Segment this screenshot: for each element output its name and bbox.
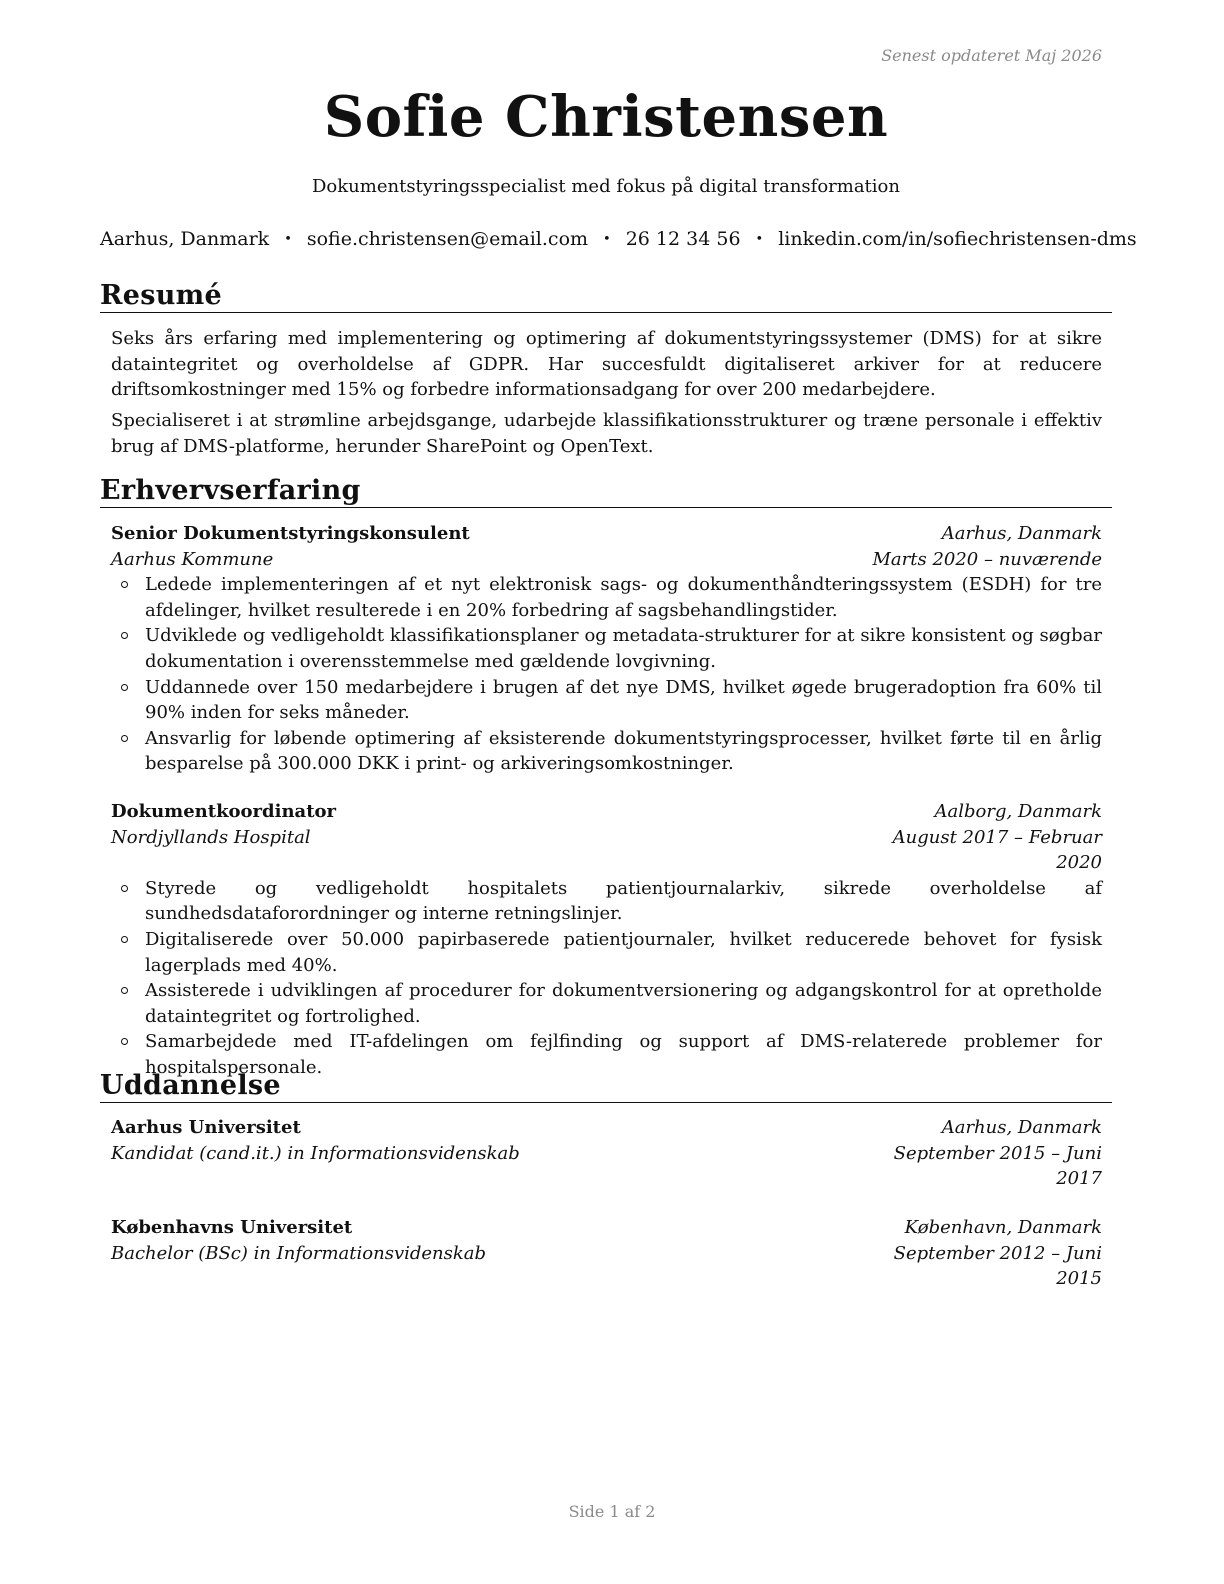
school-location: Aarhus, Danmark xyxy=(941,1117,1102,1138)
contact-line xyxy=(100,228,1137,250)
section-title-education: Uddannelse xyxy=(100,1070,1112,1103)
bullet-circle-icon xyxy=(121,987,128,994)
education-entry xyxy=(111,1215,1102,1292)
summary-paragraph: Seks års erfaring med implementering og optimering af dokumentstyringssystemer (DMS) for at sikre dataintegritet og overholdelse af GDPR. Har succesfuldt digitaliseret arkiver for at reducere driftsomkostninger med 15% og forbedre informationsadgang for over 200 medarbejdere. xyxy=(111,328,1102,401)
bullet-text: Udviklede og vedligeholdt klassifikationsplaner og metadata-strukturer for at sikre konsistent og søgbar dokumentation i overensstemmelse med gældende lovgivning. xyxy=(145,625,1102,672)
job-organization: Aarhus Kommune xyxy=(111,548,274,570)
list-item xyxy=(111,876,1102,927)
contact-email[interactable]: sofie.christensen@email.com xyxy=(306,228,589,250)
job-bullets xyxy=(111,572,1102,777)
list-item xyxy=(111,927,1102,978)
contact-phone: 26 12 34 56 xyxy=(625,228,741,250)
bullet-text: Uddannede over 150 medarbejdere i brugen af det nye DMS, hvilket øgede brugeradoption fra 60% til 90% inden for seks måneder. xyxy=(145,676,1102,724)
list-item xyxy=(111,726,1102,777)
education-dates: September 2015 – Juni 2017 xyxy=(893,1142,1102,1190)
bullet-circle-icon xyxy=(121,1038,128,1045)
list-item xyxy=(111,572,1102,623)
summary-paragraph: Specialiseret i at strømline arbejdsgange, udarbejde klassifikationsstrukturer og træne personale i effektiv brug af DMS-platforme, herunder SharePoint og OpenText. xyxy=(111,410,1102,457)
bullet-circle-icon xyxy=(121,581,128,588)
bullet-text: Assisterede i udviklingen af procedurer for dokumentversionering og adgangskontrol for at opretholde dataintegritet og fortrolighed. xyxy=(145,980,1102,1027)
job-location: Aarhus, Danmark xyxy=(941,523,1102,544)
degree: Kandidat (cand.it.) in Informationsvidenskab xyxy=(111,1142,520,1164)
bullet-circle-icon xyxy=(121,735,128,742)
school-name: Københavns Universitet xyxy=(111,1217,353,1238)
separator-dot: • xyxy=(284,232,292,247)
job-dates: August 2017 – Februar 2020 xyxy=(892,826,1102,874)
list-item xyxy=(111,675,1102,726)
bullet-text: Ansvarlig for løbende optimering af eksisterende dokumentstyringsprocesser, hvilket førte til en årlig besparelse på 300.000 DKK i print- og arkiveringsomkostninger. xyxy=(145,727,1102,775)
section-title-summary: Resumé xyxy=(100,280,1112,313)
job-entry xyxy=(111,521,1102,777)
separator-dot: • xyxy=(603,232,611,247)
bullet-circle-icon xyxy=(121,684,128,691)
page-number: Side 1 af 2 xyxy=(568,1502,656,1521)
bullet-circle-icon xyxy=(121,936,128,943)
list-item xyxy=(111,978,1102,1029)
bullet-circle-icon xyxy=(121,885,128,892)
education-entry xyxy=(111,1115,1102,1192)
school-name: Aarhus Universitet xyxy=(111,1117,301,1138)
job-location: Aalborg, Danmark xyxy=(934,801,1102,822)
school-location: København, Danmark xyxy=(904,1217,1102,1238)
bullet-text: Ledede implementeringen af et nyt elektronisk sags- og dokumenthåndteringssystem (ESDH) for tre afdelinger, hvilket resulterede i en 20% forbedring af sagsbehandlingstider. xyxy=(145,574,1102,621)
candidate-name: Sofie Christensen xyxy=(323,84,889,150)
degree: Bachelor (BSc) in Informationsvidenskab xyxy=(111,1242,487,1264)
job-entry xyxy=(111,799,1102,1081)
bullet-text: Styrede og vedligeholdt hospitalets patientjournalarkiv, sikrede overholdelse af sundhedsdataforordninger og interne retningslinjer. xyxy=(145,877,1102,925)
last-updated-note: Senest opdateret Maj 2026 xyxy=(881,46,1102,65)
separator-dot: • xyxy=(755,232,764,247)
section-title-experience: Erhvervserfaring xyxy=(100,475,1112,508)
tagline: Dokumentstyringsspecialist med fokus på digital transformation xyxy=(312,176,900,197)
job-role: Dokumentkoordinator xyxy=(111,801,337,822)
job-bullets xyxy=(111,876,1102,1081)
contact-location: Aarhus, Danmark xyxy=(100,228,270,250)
bullet-text: Digitaliserede over 50.000 papirbaserede patientjournaler, hvilket reducerede behovet for fysisk lagerplads med 40%. xyxy=(145,928,1102,976)
bullet-text: Samarbejdede med IT-afdelingen om fejlfinding og support af DMS-relaterede problemer for hospitalspersonale. xyxy=(145,1031,1102,1078)
job-organization: Nordjyllands Hospital xyxy=(111,826,311,848)
list-item xyxy=(111,623,1102,674)
contact-linkedin[interactable]: linkedin.com/in/sofiechristensen-dms xyxy=(778,228,1137,250)
education-dates: September 2012 – Juni 2015 xyxy=(893,1242,1102,1290)
bullet-circle-icon xyxy=(121,632,128,639)
job-dates: Marts 2020 – nuværende xyxy=(872,548,1102,570)
resume-page xyxy=(100,0,1137,1584)
job-role: Senior Dokumentstyringskonsulent xyxy=(111,523,470,544)
